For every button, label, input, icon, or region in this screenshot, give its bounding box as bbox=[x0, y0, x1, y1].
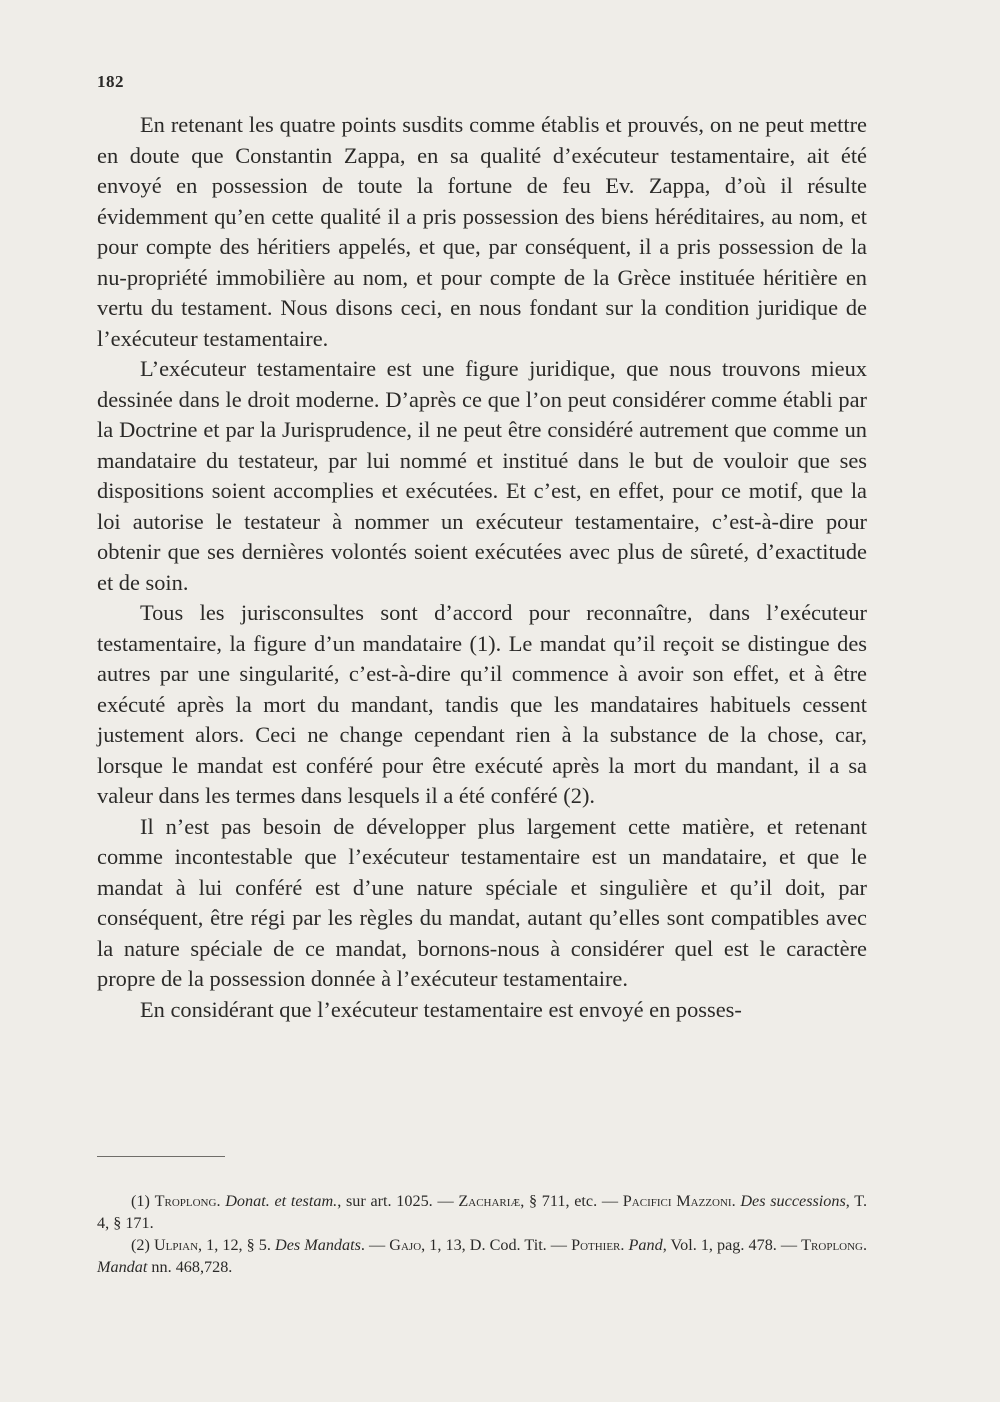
paragraph-3: Tous les jurisconsultes sont d’accord pour reconnaître, dans l’exécuteur testamentaire, la figure d’un mandataire (1). Le mandat qu’il reçoit se distingue des autres par une singularité, c’est-à-dire qu’il commence à avoir son effet, et à être exécuté après la mort du mandant, tandis que les mandataires habituels cessent justement alors. Ceci ne change cependant rien à la substance de la chose, car, lorsque le mandat est conféré pour être exécuté après la mort du mandant, il a sa valeur dans les termes dans lesquels il a été conféré (2). bbox=[97, 600, 867, 808]
footnote-author: Gajo bbox=[389, 1236, 422, 1254]
footnote-ref: , sur art. 1025. — bbox=[337, 1192, 459, 1210]
footnote-work: Pand bbox=[628, 1236, 663, 1254]
paragraph-5: En considérant que l’exécuteur testamentaire est envoyé en posses- bbox=[140, 996, 742, 1022]
footnote-author: Zachariæ bbox=[458, 1192, 521, 1210]
footnote-author: Pothier bbox=[571, 1236, 621, 1254]
footnote-work: Des Mandats bbox=[275, 1236, 361, 1254]
footnote-ref: , T. 4, § 171. bbox=[97, 1192, 868, 1232]
footnote-author: Troplong bbox=[154, 1192, 217, 1210]
footnote-ref: , Vol. 1, pag. 478. — bbox=[662, 1236, 802, 1254]
footnote-mark: (2) bbox=[131, 1236, 150, 1254]
footnote-ref: , 1, 13, D. Cod. Tit. — bbox=[421, 1236, 572, 1254]
paragraph-4: Il n’est pas besoin de développer plus largement cette matière, et retenant comme incontestable que l’exécuteur testamentaire est un mandataire, et que le mandat à lui conféré est d’une nature spéciale et singulière et qu’il doit, par conséquent, être régi par les règles du mandat, autant qu’elles sont compatibles avec la nature spéciale de ce mandat, bornons-nous à considérer quel est le caractère propre de la possession donnée à l’exécuteur testamentaire. bbox=[97, 813, 867, 991]
footnote-1: (1) Troplong. Donat. et testam., sur art. 1025. — Zachariæ, § 711, etc. — Pacifici Mazzoni. Des successions, T. 4, § 171. bbox=[97, 1192, 868, 1232]
footnote-author: Pacifici Mazzoni bbox=[622, 1192, 732, 1210]
footnote-work: Donat. et testam. bbox=[225, 1192, 338, 1210]
footnote-work: Des successions bbox=[740, 1192, 846, 1210]
footnotes bbox=[97, 1190, 867, 1278]
main-text bbox=[97, 110, 867, 1025]
footnote-2: (2) Ulpian, 1, 12, § 5. Des Mandats. — Gajo, 1, 13, D. Cod. Tit. — Pothier. Pand, Vol. 1, pag. 478. — Troplong. Mandat nn. 468,728. bbox=[97, 1236, 868, 1276]
footnote-ref: . — bbox=[360, 1236, 390, 1254]
footnote-work: Mandat bbox=[97, 1258, 148, 1276]
paragraph-1: En retenant les quatre points susdits comme établis et prouvés, on ne peut mettre en doute que Constantin Zappa, en sa qualité d’exécuteur testamentaire, ait été envoyé en possession de toute la fortune de feu Ev. Zappa, d’où il résulte évidemment qu’en cette qualité il a pris possession des biens héréditaires, au nom, et pour compte des héritiers appelés, et que, par conséquent, il a pris possession de la nu-propriété immobilière au nom, et pour compte de la Grèce instituée héritière en vertu du testament. Nous disons ceci, en nous fondant sur la condition juridique de l’exécuteur testamentaire. bbox=[97, 112, 867, 351]
footnote-ref: nn. 468,728. bbox=[147, 1258, 233, 1276]
paragraph-2: L’exécuteur testamentaire est une figure juridique, que nous trouvons mieux dessinée dans le droit moderne. D’après ce que l’on peut considérer comme établi par la Doctrine et par la Jurisprudence, il ne peut être considéré autrement que comme un mandataire du testateur, par lui nommé et institué dans le but de vouloir que ses dispositions soient accomplies et exécutées. Et c’est, en effet, pour ce motif, que la loi autorise le testateur à nommer un exécuteur testamentaire, c’est-à-dire pour obtenir que ses dernières volontés soient exécutées avec plus de sûreté, d’exactitude et de soin. bbox=[97, 356, 867, 595]
footnote-author: Troplong bbox=[801, 1236, 863, 1254]
footnote-mark: (1) bbox=[131, 1192, 150, 1210]
footnote-ref: , § 711, etc. — bbox=[520, 1192, 623, 1210]
footnote-author: Ulpian bbox=[153, 1236, 199, 1254]
footnote-ref: , 1, 12, § 5. bbox=[198, 1236, 276, 1254]
page-number: 182 bbox=[97, 72, 124, 91]
footnote-divider bbox=[97, 1156, 225, 1157]
